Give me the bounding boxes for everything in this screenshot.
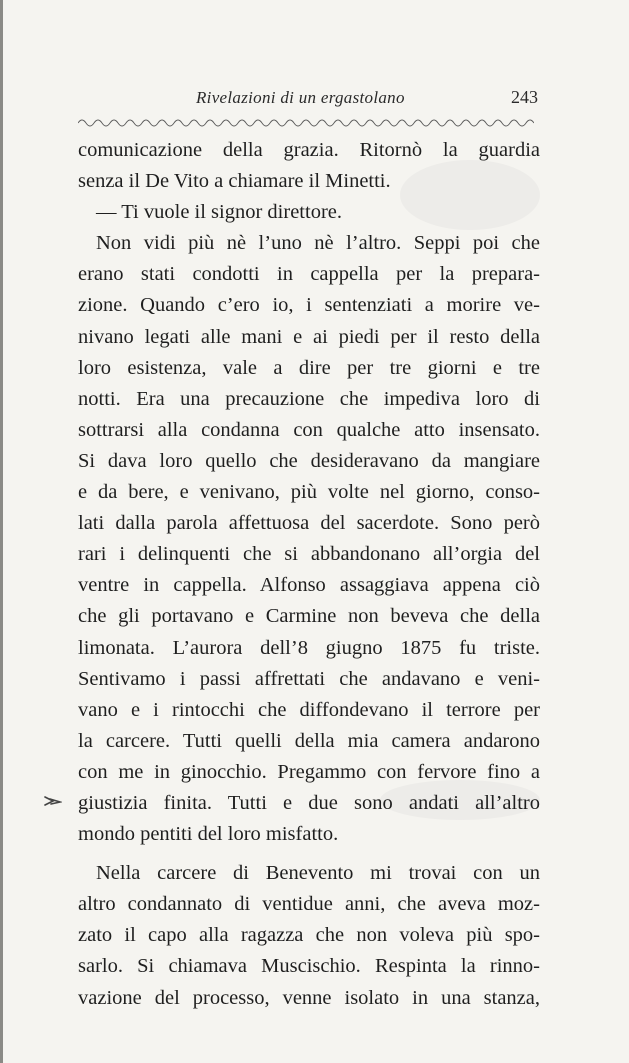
text-line: vano e i rintocchi che diffondevano il terrore per <box>78 698 540 721</box>
text-line: sarlo. Si chiamava Muscischio. Respinta la rinno- <box>78 955 540 978</box>
text-line: ventre in cappella. Alfonso assaggiava appena ciò <box>78 574 540 597</box>
text-line: erano stati condotti in cappella per la prepara- <box>78 263 540 286</box>
text-line: sottrarsi alla condanna con qualche atto insensato. <box>78 418 540 441</box>
text-line: Si dava loro quello che desideravano da mangiare <box>78 449 540 472</box>
text-line: comunicazione della grazia. Ritornò la guardia <box>78 139 540 161</box>
text-line: giustizia finita. Tutti e due sono andati all’altro <box>78 791 540 814</box>
text-line: Sentivamo i passi affrettati che andavano e veni- <box>78 667 540 690</box>
text-line: senza il De Vito a chiamare il Minetti. <box>78 170 391 193</box>
running-title: Rivelazioni di un ergastolano <box>196 88 405 107</box>
text-line: Nella carcere di Benevento mi trovai con un <box>96 862 540 885</box>
page-edge-shadow <box>0 0 3 1063</box>
body-text <box>78 135 540 1014</box>
text-line: — Ti vuole il signor direttore. <box>96 201 342 224</box>
text-line: altro condannato di ventidue anni, che aveva moz- <box>78 893 540 916</box>
text-line: notti. Era una precauzione che impediva loro di <box>78 387 540 410</box>
text-line: la carcere. Tutti quelli della mia camera andarono <box>78 729 540 752</box>
text-line: mondo pentiti del loro misfatto. <box>78 823 339 846</box>
text-line: nivano legati alle mani e ai piedi per il resto della <box>78 325 540 348</box>
margin-pointer-mark <box>44 793 62 807</box>
text-line: con me in ginocchio. Pregammo con fervore fino a <box>78 760 540 783</box>
text-line: loro esistenza, vale a dire per tre giorni e tre <box>78 356 540 379</box>
text-line: zato il capo alla ragazza che non voleva più spo- <box>78 924 540 947</box>
text-line: rari i delinquenti che si abbandonano all’orgia del <box>78 543 540 566</box>
text-line: Non vidi più nè l’uno nè l’altro. Seppi poi che <box>96 232 540 255</box>
text-line: vazione del processo, venne isolato in una stanza, <box>78 986 540 1009</box>
text-line: che gli portavano e Carmine non beveva che della <box>78 605 540 628</box>
wavy-header-rule <box>78 117 534 127</box>
text-line: lati dalla parola affettuosa del sacerdote. Sono però <box>78 512 540 535</box>
page-number: 243 <box>511 87 538 107</box>
running-head <box>78 86 540 114</box>
text-line: zione. Quando c’ero io, i sentenziati a morire ve- <box>78 294 540 317</box>
text-line: e da bere, e venivano, più volte nel giorno, conso- <box>78 481 540 504</box>
text-line: limonata. L’aurora dell’8 giugno 1875 fu triste. <box>78 636 540 659</box>
